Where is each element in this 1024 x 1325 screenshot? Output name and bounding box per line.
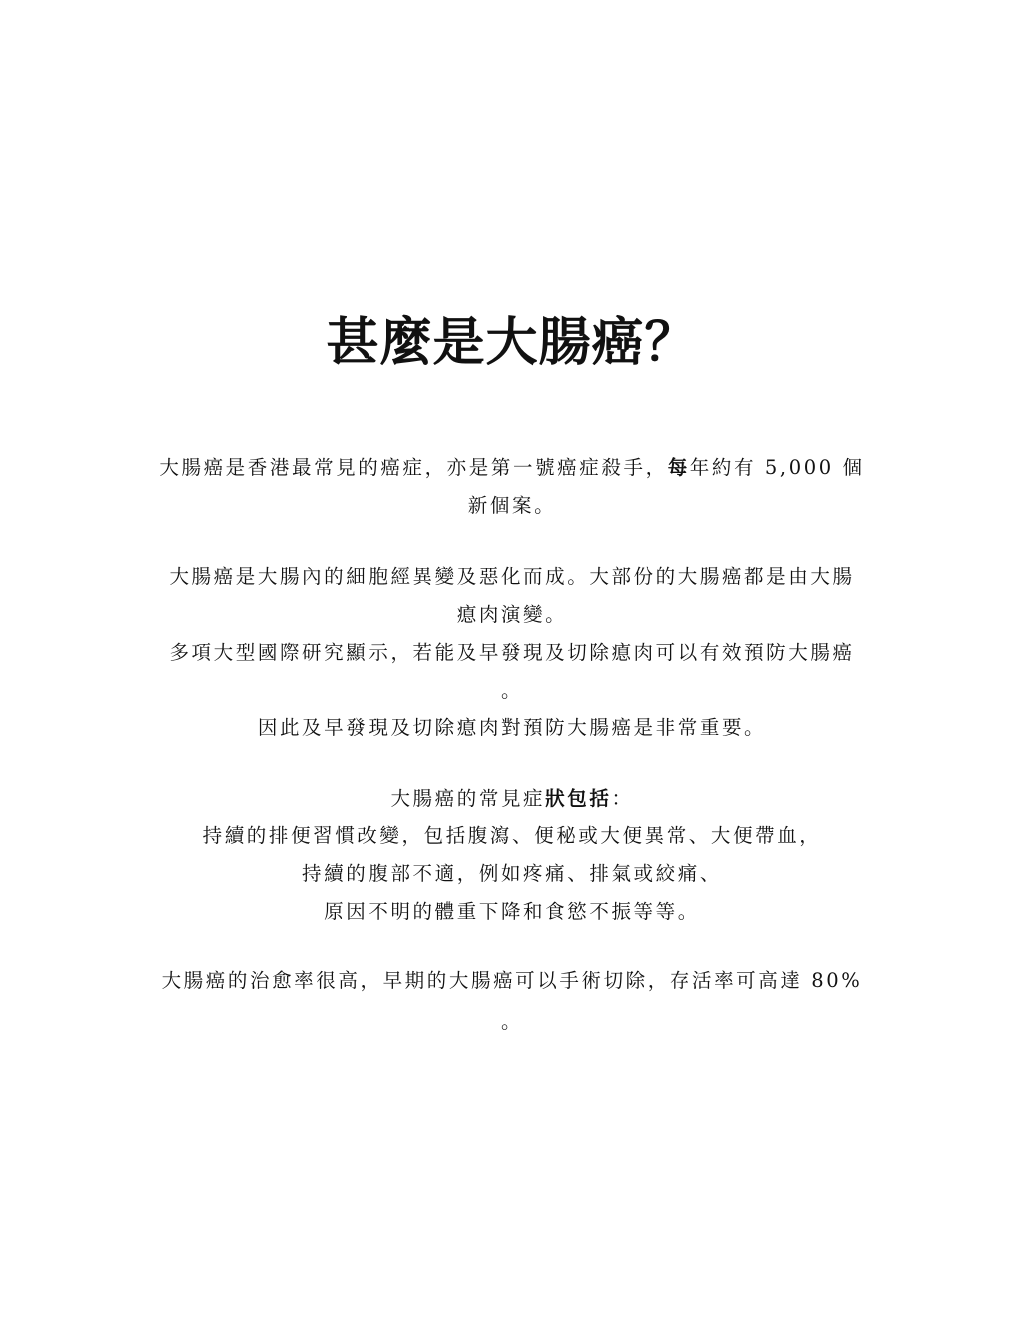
intro-text-b: 年約有 5,000 個 xyxy=(689,456,865,479)
paragraph-symptoms-line-3: 持續的腹部不適，例如疼痛、排氣或絞痛、 xyxy=(302,862,722,885)
paragraph-cause-line-1: 大腸癌是大腸內的細胞經異變及惡化而成。大部份的大腸癌都是由大腸 xyxy=(169,565,855,588)
paragraph-cause-line-5: 因此及早發現及切除瘜肉對預防大腸癌是非常重要。 xyxy=(257,716,767,739)
paragraph-treatment-line-2: 。 xyxy=(500,1010,524,1033)
paragraph-symptoms-line-4: 原因不明的體重下降和食慾不振等等。 xyxy=(324,900,700,923)
paragraph-symptoms-line-1 xyxy=(110,785,914,813)
paragraph-intro-line-2: 新個案。 xyxy=(467,494,557,517)
paragraph-intro-line-1 xyxy=(110,454,914,482)
symptoms-text-a: 大腸癌的常見症 xyxy=(390,787,546,810)
page-title: 甚麼是大腸癌？ xyxy=(326,313,698,373)
paragraph-cause-line-4: 。 xyxy=(500,679,524,702)
paragraph-treatment-line-1: 大腸癌的治愈率很高，早期的大腸癌可以手術切除，存活率可高達 80% xyxy=(161,969,863,992)
intro-text-a: 大腸癌是香港最常見的癌症，亦是第一號癌症殺手， xyxy=(159,456,668,479)
symptoms-text-b: ： xyxy=(611,787,634,810)
paragraph-cause-line-3: 多項大型國際研究顯示，若能及早發現及切除瘜肉可以有效預防大腸癌 xyxy=(169,641,855,664)
intro-bold-text: 每 xyxy=(667,456,690,479)
symptoms-bold-text: 狀包括 xyxy=(545,787,612,810)
paragraph-cause-line-2: 瘜肉演變。 xyxy=(456,603,568,626)
paragraph-symptoms-line-2: 持續的排便習慣改變，包括腹瀉、便秘或大便異常、大便帶血， xyxy=(202,824,822,847)
